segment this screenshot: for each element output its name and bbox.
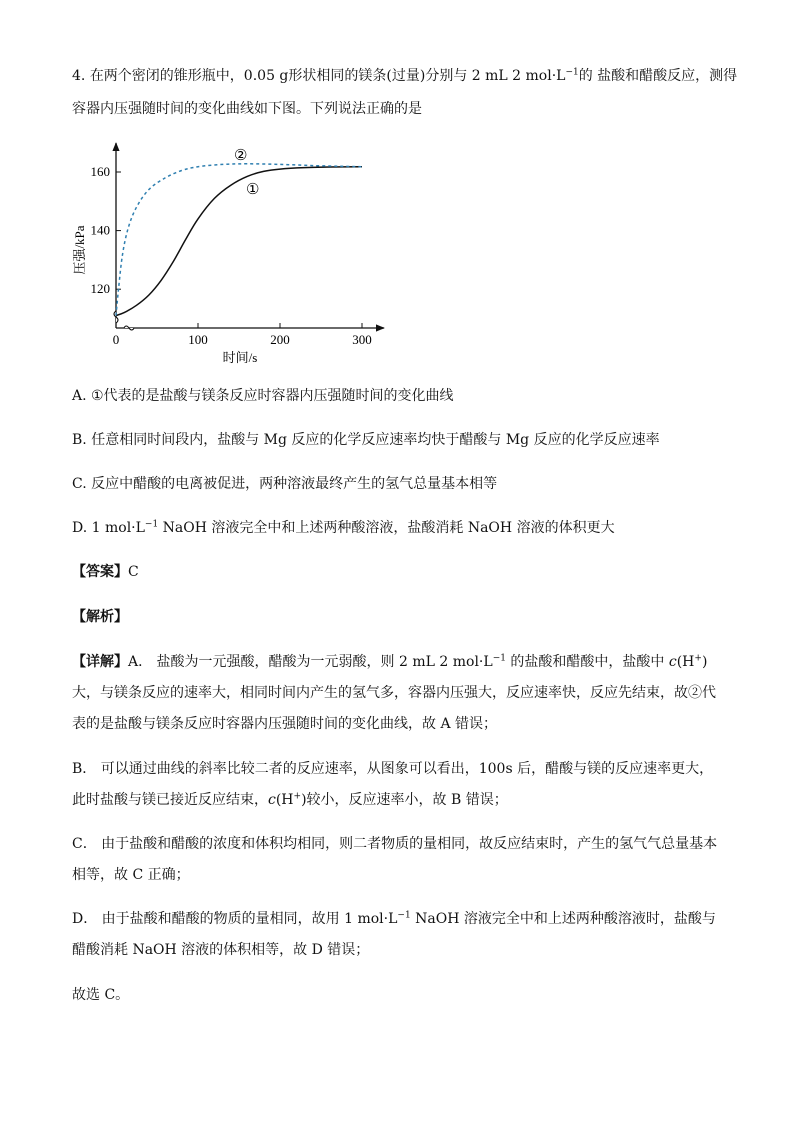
- answer-value: C: [128, 564, 139, 580]
- y-axis-break: [114, 311, 118, 323]
- series-label-2: ②: [234, 148, 248, 164]
- series-line-2: [116, 164, 362, 316]
- option-b: B. 任意相同时间段内，盐酸与 Mg 反应的化学反应速率均快于醋酸与 Mg 反应的化学反应速率: [72, 432, 660, 448]
- series-label-1: ①: [246, 182, 260, 198]
- x-axis-label: 时间/s: [222, 350, 258, 365]
- y-axis-label: 压强/kPa: [72, 225, 87, 275]
- analysis-d: [72, 904, 722, 966]
- analysis-d-text-2: NaOH 溶液完全中和上述两种酸溶液时，盐酸与醋酸消耗 NaOH 溶液的体积相等，故 D 错误；: [72, 911, 716, 958]
- analysis-a-ion: (H: [676, 654, 695, 670]
- analysis-b-text-2: )较小，反应速率小，故 B 错误；: [301, 792, 508, 808]
- option-d-text-b: NaOH 溶液完全中和上述两种酸溶液，盐酸消耗 NaOH 溶液的体积更大: [158, 520, 615, 536]
- analysis-a-sup-2: +: [694, 653, 702, 664]
- option-d: [72, 518, 615, 538]
- stem-text-1a: 在两个密闭的锥形瓶中，0.05 g形状相同的镁条(过量)分别与 2 mL 2 mol·L: [89, 68, 566, 84]
- analysis-b-ion: (H: [275, 792, 294, 808]
- analysis-label: 【解析】: [72, 609, 128, 625]
- analysis-d-text-1: D． 由于盐酸和醋酸的物质的量相同，故用 1 mol·L: [72, 911, 398, 927]
- analysis-b-sup: +: [293, 791, 302, 802]
- question-stem-line-2: 容器内压强随时间的变化曲线如下图。下列说法正确的是: [72, 101, 422, 117]
- analysis-b-c: c: [268, 792, 276, 808]
- analysis-a-text-1: A． 盐酸为一元强酸，醋酸为一元弱酸，则 2 mL 2 mol·L: [128, 654, 493, 670]
- stem-sup: −1: [565, 67, 579, 78]
- x-tick-label: 200: [270, 332, 290, 347]
- analysis-a-text-3: )大，与镁条反应的速率大，相同时间内产生的氢气多，容器内压强大，反应速率快，反应先结束，故②代表的是盐酸与镁条反应时容器内压强随时间的变化曲线，故 A 错误；: [72, 654, 716, 732]
- analysis-c: C． 由于盐酸和醋酸的浓度和体积均相同，则二者物质的量相同，故反应结束时，产生的氢气气总量基本相等，故 C 正确；: [72, 836, 718, 883]
- option-d-text-a: D. 1 mol·L: [72, 520, 145, 536]
- x-tick-label: 100: [188, 332, 208, 347]
- x-tick-label: 300: [352, 332, 372, 347]
- analysis-d-sup: −1: [397, 910, 411, 921]
- stem-text-1b: 的 盐酸和醋酸反应，测得: [578, 68, 738, 84]
- option-d-sup: −1: [144, 519, 159, 530]
- conclusion: 故选 C。: [72, 987, 130, 1003]
- analysis-a-sup-1: −1: [492, 653, 506, 664]
- analysis-a: [72, 647, 722, 740]
- pressure-time-chart: [66, 135, 396, 370]
- x-axis-break: [124, 326, 134, 330]
- analysis-b: [72, 754, 722, 816]
- option-a: A. ①代表的是盐酸与镁条反应时容器内压强随时间的变化曲线: [72, 388, 454, 404]
- x-tick-label: 0: [112, 332, 120, 347]
- analysis-a-c: c: [668, 654, 677, 670]
- analysis-b-text-1: B． 可以通过曲线的斜率比较二者的反应速率，从图象可以看出，100s 后，醋酸与镁的反应速率更大，此时盐酸与镁已接近反应结束，: [72, 761, 714, 808]
- y-tick-label: 160: [90, 164, 110, 179]
- series-line-1: [116, 167, 362, 316]
- analysis-a-text-2: 的盐酸和醋酸中，盐酸中: [505, 654, 669, 670]
- question-number: 4.: [72, 68, 86, 84]
- option-c: C. 反应中醋酸的电离被促进，两种溶液最终产生的氢气总量基本相等: [72, 476, 498, 492]
- answer-line: [72, 562, 139, 582]
- question-stem-line-1: [72, 66, 737, 86]
- y-tick-label: 140: [90, 222, 110, 238]
- y-tick-label: 120: [90, 281, 110, 297]
- answer-label: 【答案】: [72, 564, 128, 580]
- detail-label: 【详解】: [72, 654, 128, 670]
